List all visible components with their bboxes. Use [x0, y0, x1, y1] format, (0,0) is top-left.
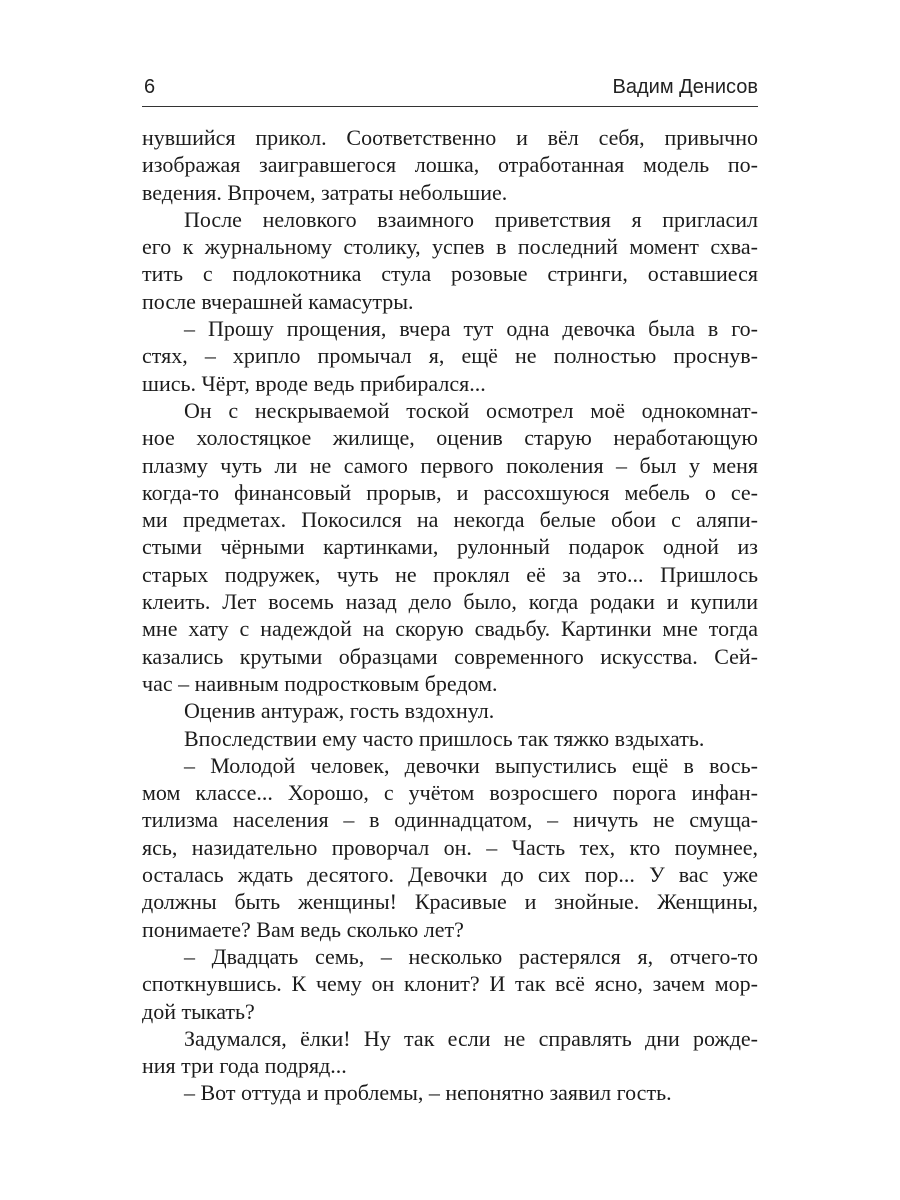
- text-line: мне хату с надеждой на скорую свадьбу. Картинки мне тогда: [142, 616, 758, 642]
- text-line: его к журнальному столику, успев в последний момент схва-: [142, 234, 758, 260]
- text-line: старых подружек, чуть не проклял её за это... Пришлось: [142, 561, 758, 587]
- text-line: дой тыкать?: [142, 998, 255, 1024]
- text-line: мом классе... Хорошо, с учётом возросшего порога инфан-: [142, 780, 758, 806]
- author-name: Вадим Денисов: [612, 76, 758, 98]
- text-line: час – наивным подростковым бредом.: [142, 670, 498, 696]
- text-line: должны быть женщины! Красивые и знойные. Женщины,: [142, 889, 758, 915]
- text-line: шись. Чёрт, вроде ведь прибирался...: [142, 370, 486, 396]
- body-text: [142, 124, 758, 1107]
- text-line: стях, – хрипло промычал я, ещё не полностью проснув-: [142, 343, 758, 369]
- text-line: после вчерашней камасутры.: [142, 288, 414, 314]
- text-line: тилизма населения – в одиннадцатом, – ничуть не смуща-: [142, 807, 758, 833]
- text-line: изображая заигравшегося лошка, отработанная модель по-: [142, 152, 758, 178]
- text-line: ния три года подряд...: [142, 1053, 347, 1079]
- text-line: понимаете? Вам ведь сколько лет?: [142, 916, 464, 942]
- running-header: [142, 76, 758, 107]
- page-number: 6: [144, 76, 156, 98]
- text-line: ми предметах. Покосился на некогда белые обои с аляпи-: [142, 507, 758, 533]
- text-line: стыми чёрными картинками, рулонный подарок одной из: [142, 534, 758, 560]
- text-line: Он с нескрываемой тоской осмотрел моё однокомнат-: [184, 397, 758, 423]
- text-line: Оценив антураж, гость вздохнул.: [184, 698, 495, 724]
- text-line: клеить. Лет восемь назад дело было, когда родаки и купили: [142, 589, 758, 615]
- text-line: После неловкого взаимного приветствия я пригласил: [184, 206, 758, 232]
- text-line: – Прошу прощения, вчера тут одна девочка была в го-: [184, 316, 758, 342]
- text-line: когда-то финансовый прорыв, и рассохшуюся мебель о се-: [142, 479, 758, 505]
- text-line: осталась ждать десятого. Девочки до сих пор... У вас уже: [142, 862, 758, 888]
- text-line: нувшийся прикол. Соответственно и вёл себя, привычно: [142, 125, 758, 150]
- text-line: казались крутыми образцами современного искусства. Сей-: [142, 643, 758, 669]
- text-line: плазму чуть ли не самого первого поколения – был у меня: [142, 452, 758, 478]
- text-line: ное холостяцкое жилище, оценив старую неработающую: [142, 425, 758, 451]
- text-line: тить с подлокотника стула розовые стринги, оставшиеся: [142, 261, 758, 287]
- text-line: споткнувшись. К чему он клонит? И так всё ясно, зачем мор-: [142, 971, 758, 997]
- text-line: – Молодой человек, девочки выпустились ещё в вось-: [184, 752, 758, 778]
- text-line: – Двадцать семь, – несколько растерялся я, отчего-то: [184, 943, 758, 969]
- text-line: Впоследствии ему часто пришлось так тяжко вздыхать.: [184, 725, 705, 751]
- text-line: Задумался, ёлки! Ну так если не справлять дни рожде-: [184, 1025, 758, 1051]
- text-line: ясь, назидательно проворчал он. – Часть тех, кто поумнее,: [142, 834, 758, 860]
- text-line: – Вот оттуда и проблемы, – непонятно заявил гость.: [184, 1080, 672, 1106]
- text-line: ведения. Впрочем, затраты небольшие.: [142, 179, 508, 205]
